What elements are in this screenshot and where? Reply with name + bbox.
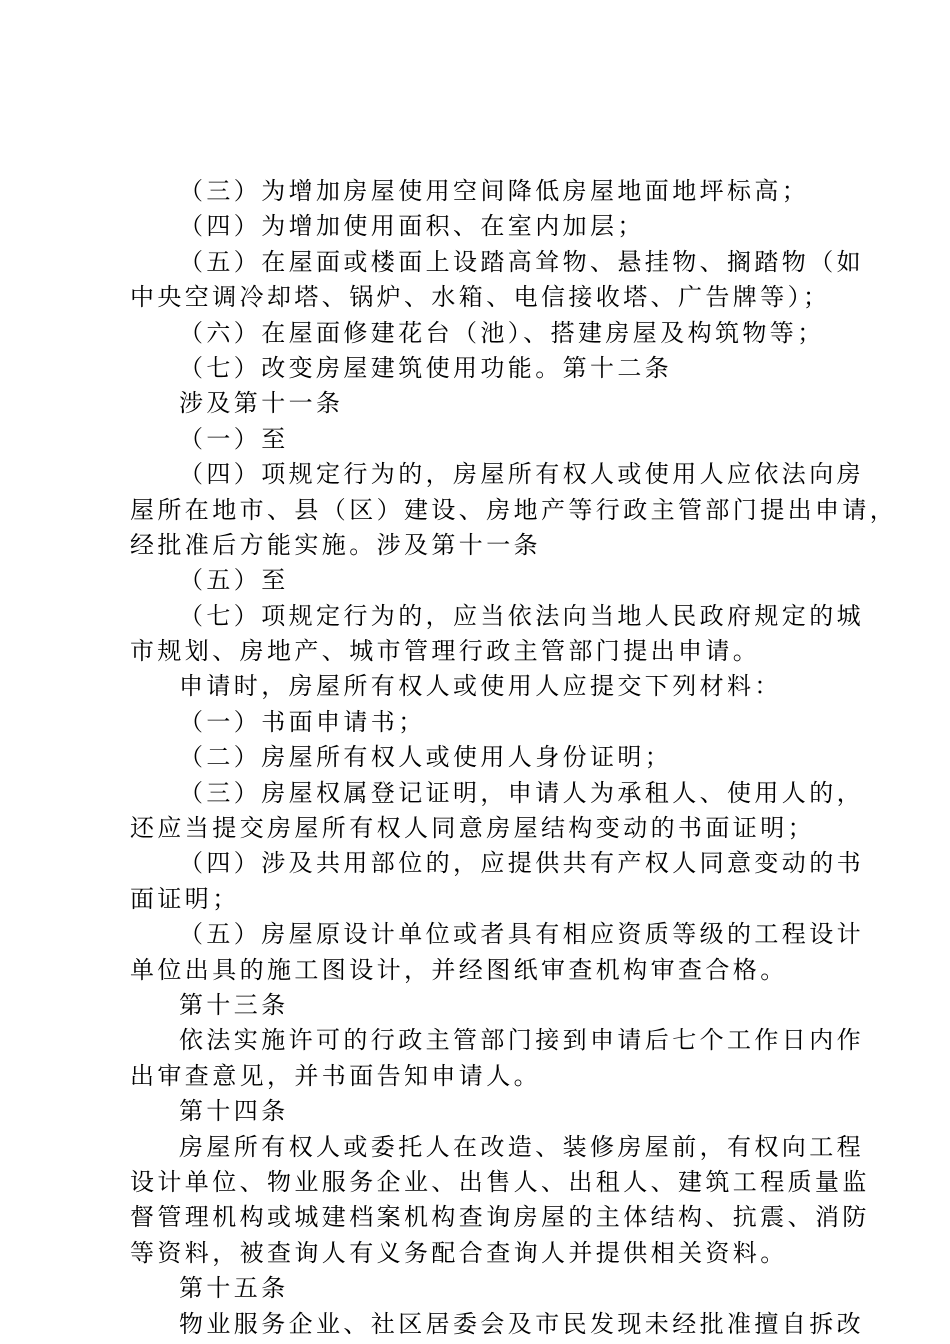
text-line: （三）为增加房屋使用空间降低房屋地面地坪标高； [179,177,810,205]
text-line: 物业服务企业、社区居委会及市民发现未经批准擅自拆改 [179,1309,864,1338]
text-line: 等资料，被查询人有义务配合查询人并提供相关资料。 [130,1238,788,1267]
text-line: （五）至 [179,566,289,595]
text-line: （六）在屋面修建花台（池）、搭建房屋及构筑物等； [179,318,825,347]
document-body [130,174,898,1342]
text-line: （一）至 [179,424,289,453]
text-line: （二）房屋所有权人或使用人身份证明； [179,743,673,772]
text-line: （四）为增加使用面积、在室内加层； [179,212,645,241]
text-line: （四）涉及共用部位的，应提供共有产权人同意变动的书 [179,849,864,878]
text-line: 经批准后方能实施。涉及第十一条 [130,530,541,559]
text-line: 市规划、房地产、城市管理行政主管部门提出申请。 [130,637,761,666]
text-line: 出审查意见，并书面告知申请人。 [130,1061,541,1090]
text-line: （一）书面申请书； [179,707,426,736]
text-line: 第十三条 [179,990,289,1019]
text-line: 单位出具的施工图设计，并经图纸审查机构审查合格。 [130,955,788,984]
text-line: （五）在屋面或楼面上设踏高耸物、悬挂物、搁踏物（如 [179,247,864,276]
text-line: （七）项规定行为的，应当依法向当地人民政府规定的城 [179,601,864,630]
text-line: 督管理机构或城建档案机构查询房屋的主体结构、抗震、消防 [130,1203,870,1232]
text-line: 申请时，房屋所有权人或使用人应提交下列材料： [179,672,782,701]
text-line: 第十四条 [179,1097,289,1126]
text-line: （七）改变房屋建筑使用功能。第十二条 [179,353,673,382]
text-line: 中央空调冷却塔、锅炉、水箱、电信接收塔、广告牌等）； [130,283,831,312]
text-line: 还应当提交房屋所有权人同意房屋结构变动的书面证明； [130,814,815,843]
text-line: （四）项规定行为的，房屋所有权人或使用人应依法向房 [179,460,864,489]
text-line: 房屋所有权人或委托人在改造、装修房屋前，有权向工程 [179,1132,864,1161]
text-line: （三）房屋权属登记证明，申请人为承租人、使用人的， [179,778,864,807]
text-line: 屋所在地市、县（区）建设、房地产等行政主管部门提出申请， [130,495,898,524]
text-line: 第十五条 [179,1274,289,1303]
text-line: 面证明； [130,884,240,913]
text-line: （五）房屋原设计单位或者具有相应资质等级的工程设计 [179,920,864,949]
text-line: 涉及第十一条 [179,389,344,418]
text-line: 依法实施许可的行政主管部门接到申请后七个工作日内作 [179,1026,864,1055]
text-line: 设计单位、物业服务企业、出售人、出租人、建筑工程质量监 [130,1167,870,1196]
